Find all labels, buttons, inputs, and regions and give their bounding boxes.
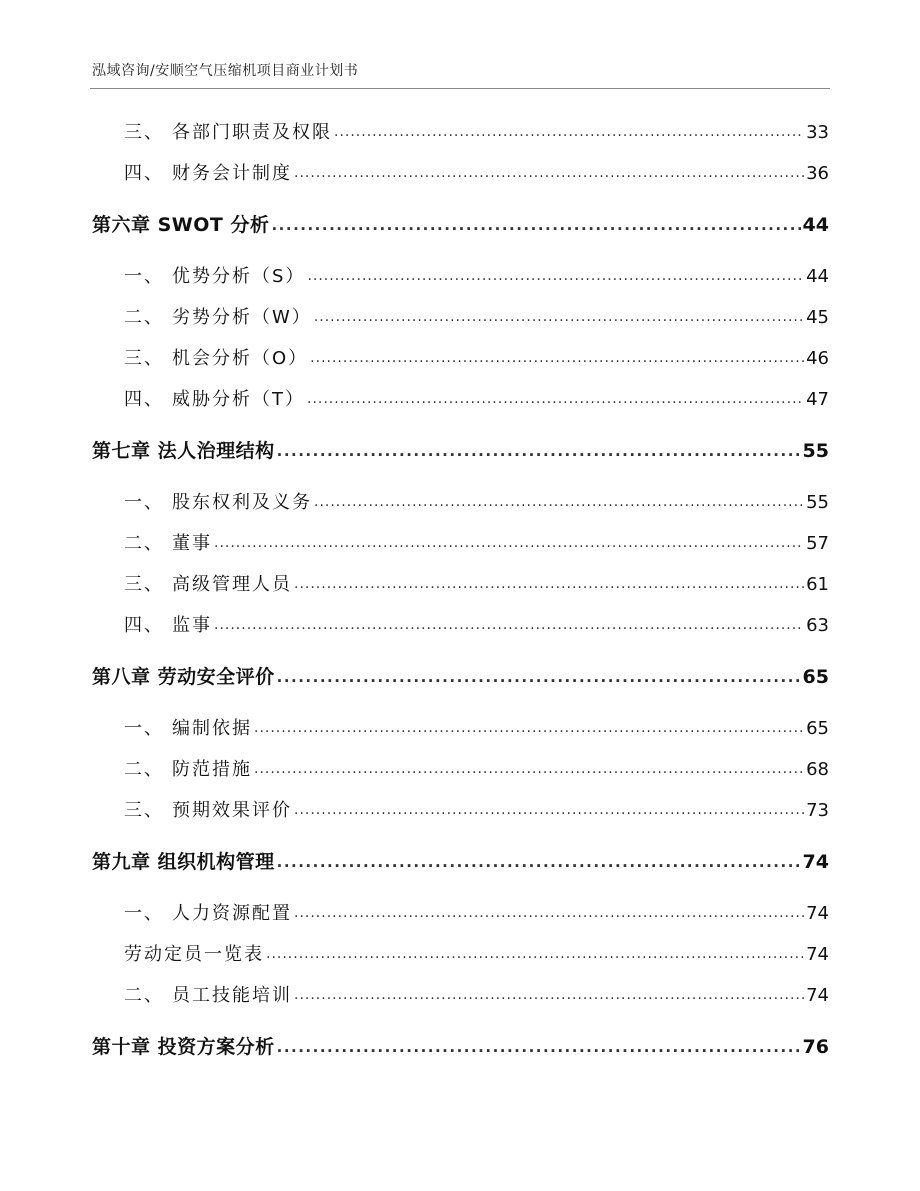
toc-entry-title <box>124 482 312 523</box>
toc-dot-leader <box>314 482 804 523</box>
toc-entry-title <box>124 893 292 934</box>
toc-entry-number: 三、 <box>124 800 164 821</box>
toc-page-number: 74 <box>806 985 829 1006</box>
toc-dot-leader <box>294 975 804 1016</box>
toc-entry-number: 二、 <box>124 533 164 554</box>
toc-page-number: 73 <box>806 800 829 821</box>
toc-dot-leader <box>314 297 804 338</box>
toc-entry-text: 董事 <box>172 533 212 554</box>
toc-page-number: 55 <box>806 492 829 513</box>
toc-entry-text: 防范措施 <box>172 759 252 780</box>
toc-entry-text: 第六章 SWOT 分析 <box>92 214 270 236</box>
toc-entry-text: 第十章 投资方案分析 <box>92 1036 275 1058</box>
toc-entry-text: 各部门职责及权限 <box>172 122 332 143</box>
toc-section-entry[interactable] <box>92 523 829 564</box>
toc-entry-text: 员工技能培训 <box>172 985 292 1006</box>
toc-dot-leader <box>277 646 801 708</box>
toc-entry-title <box>124 564 292 605</box>
toc-section-entry[interactable] <box>92 975 829 1016</box>
toc-entry-number: 四、 <box>124 615 164 636</box>
toc-entry-number: 一、 <box>124 266 164 287</box>
toc-dot-leader <box>214 523 804 564</box>
toc-page-number: 36 <box>806 163 829 184</box>
toc-entry-number: 四、 <box>124 163 164 184</box>
toc-section-entry[interactable] <box>92 749 829 790</box>
toc-dot-leader <box>294 153 804 194</box>
toc-entry-title <box>124 749 252 790</box>
toc-dot-leader <box>277 420 801 482</box>
toc-section-entry[interactable] <box>92 893 829 934</box>
toc-entry-number: 二、 <box>124 307 164 328</box>
toc-entry-title <box>124 708 252 749</box>
toc-dot-leader <box>254 708 804 749</box>
toc-entry-text: 第九章 组织机构管理 <box>92 851 275 873</box>
toc-dot-leader <box>271 194 800 256</box>
toc-dot-leader <box>277 831 801 893</box>
toc-entry-text: 监事 <box>172 615 212 636</box>
toc-entry-text: 第八章 劳动安全评价 <box>92 666 275 688</box>
toc-page-number: 46 <box>806 348 829 369</box>
toc-entry-title <box>124 112 332 153</box>
toc-chapter-entry[interactable] <box>92 646 829 708</box>
toc-page-number: 74 <box>802 851 829 873</box>
toc-dot-leader <box>214 605 804 646</box>
toc-page-number: 65 <box>806 718 829 739</box>
toc-dot-leader <box>310 338 804 379</box>
toc-entry-title <box>124 153 292 194</box>
toc-section-entry[interactable] <box>92 934 829 975</box>
toc-entry-text: 机会分析（O） <box>172 348 309 369</box>
toc-entry-title <box>124 523 212 564</box>
toc-page-number: 47 <box>806 389 829 410</box>
toc-dot-leader <box>277 1016 801 1078</box>
toc-page-number: 45 <box>806 307 829 328</box>
toc-entry-text: 股东权利及义务 <box>172 492 312 513</box>
toc-entry-title <box>124 934 264 975</box>
toc-dot-leader <box>294 564 804 605</box>
toc-entry-title <box>92 194 269 256</box>
toc-dot-leader <box>254 749 804 790</box>
toc-entry-text: 劣势分析（W） <box>172 307 312 328</box>
toc-section-entry[interactable] <box>92 297 829 338</box>
toc-entry-text: 编制依据 <box>172 718 252 739</box>
toc-entry-number: 三、 <box>124 122 164 143</box>
toc-entry-text: 高级管理人员 <box>172 574 292 595</box>
toc-dot-leader <box>307 256 804 297</box>
toc-section-entry[interactable] <box>92 564 829 605</box>
toc-entry-text: 劳动定员一览表 <box>124 944 264 965</box>
toc-entry-number: 一、 <box>124 718 164 739</box>
toc-chapter-entry[interactable] <box>92 194 829 256</box>
toc-chapter-entry[interactable] <box>92 420 829 482</box>
table-of-contents <box>92 112 829 1078</box>
toc-page-number: 74 <box>806 903 829 924</box>
toc-entry-text: 人力资源配置 <box>172 903 292 924</box>
toc-entry-title <box>92 831 275 893</box>
toc-section-entry[interactable] <box>92 256 829 297</box>
toc-page-number: 33 <box>806 122 829 143</box>
toc-dot-leader <box>294 893 804 934</box>
toc-entry-title <box>124 790 292 831</box>
toc-page-number: 63 <box>806 615 829 636</box>
toc-chapter-entry[interactable] <box>92 1016 829 1078</box>
toc-entry-title <box>92 1016 275 1078</box>
toc-entry-number: 三、 <box>124 348 164 369</box>
toc-dot-leader <box>307 379 804 420</box>
toc-entry-title <box>92 420 275 482</box>
toc-section-entry[interactable] <box>92 482 829 523</box>
toc-entry-number: 二、 <box>124 985 164 1006</box>
toc-chapter-entry[interactable] <box>92 831 829 893</box>
toc-entry-title <box>124 605 212 646</box>
toc-entry-text: 优势分析（S） <box>172 266 306 287</box>
toc-entry-number: 二、 <box>124 759 164 780</box>
toc-page-number: 61 <box>806 574 829 595</box>
toc-entry-text: 预期效果评价 <box>172 800 292 821</box>
toc-dot-leader <box>266 934 804 975</box>
header-rule <box>90 88 830 89</box>
toc-page-number: 57 <box>806 533 829 554</box>
toc-entry-title <box>124 256 305 297</box>
toc-section-entry[interactable] <box>92 790 829 831</box>
toc-dot-leader <box>334 112 804 153</box>
toc-page-number: 74 <box>806 944 829 965</box>
toc-page-number: 44 <box>806 266 829 287</box>
toc-page-number: 55 <box>802 440 829 462</box>
toc-entry-title <box>124 297 312 338</box>
toc-section-entry[interactable] <box>92 153 829 194</box>
toc-entry-text: 第七章 法人治理结构 <box>92 440 275 462</box>
toc-entry-number: 四、 <box>124 389 164 410</box>
toc-section-entry[interactable] <box>92 379 829 420</box>
toc-section-entry[interactable] <box>92 708 829 749</box>
toc-page-number: 76 <box>802 1036 829 1058</box>
toc-section-entry[interactable] <box>92 605 829 646</box>
page-header: 泓域咨询/安顺空气压缩机项目商业计划书 <box>92 63 359 79</box>
toc-entry-text: 威胁分析（T） <box>172 389 305 410</box>
toc-page-number: 68 <box>806 759 829 780</box>
toc-entry-number: 一、 <box>124 492 164 513</box>
toc-entry-title <box>124 338 308 379</box>
toc-page-number: 44 <box>802 214 829 236</box>
toc-section-entry[interactable] <box>92 338 829 379</box>
toc-entry-text: 财务会计制度 <box>172 163 292 184</box>
toc-entry-title <box>124 379 305 420</box>
toc-entry-title <box>92 646 275 708</box>
toc-entry-number: 一、 <box>124 903 164 924</box>
toc-entry-number: 三、 <box>124 574 164 595</box>
toc-page-number: 65 <box>802 666 829 688</box>
toc-dot-leader <box>294 790 804 831</box>
toc-section-entry[interactable] <box>92 112 829 153</box>
toc-entry-title <box>124 975 292 1016</box>
